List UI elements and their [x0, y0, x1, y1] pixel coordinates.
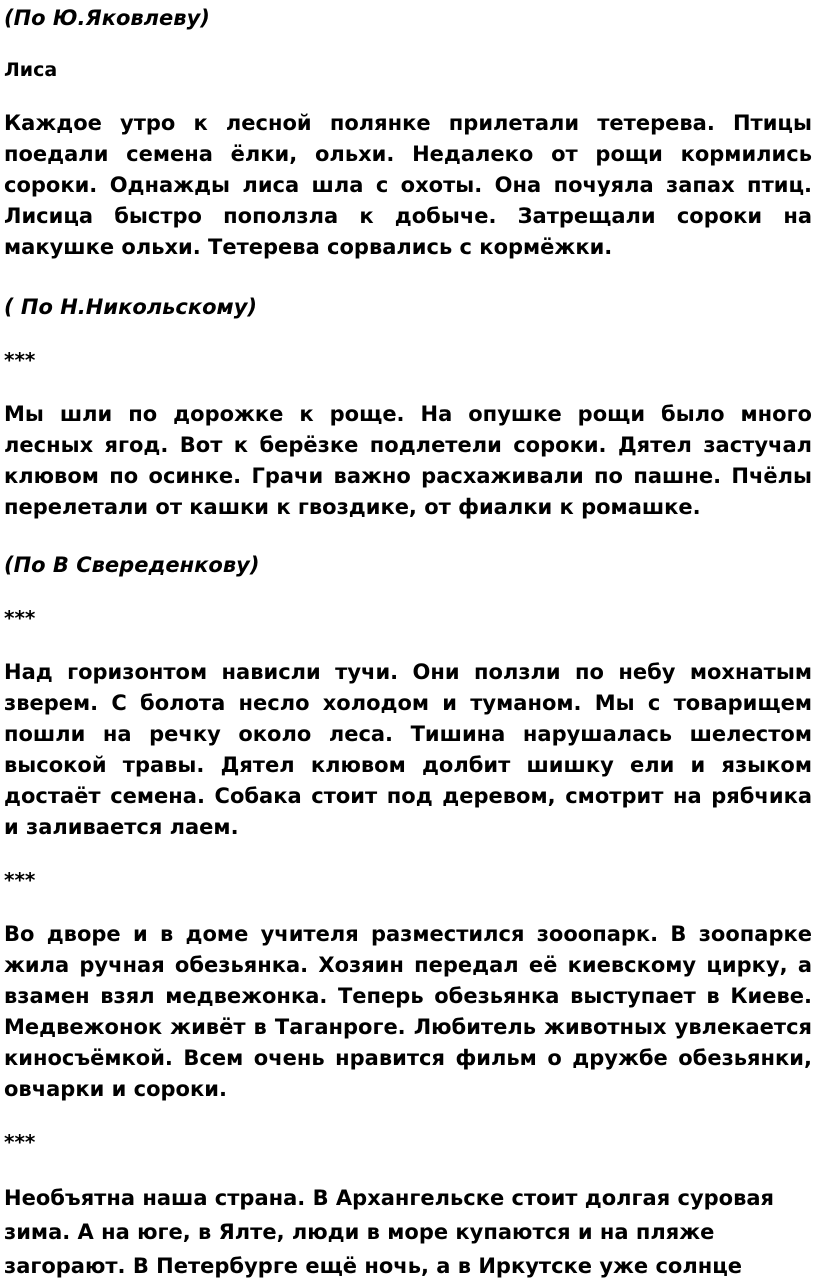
attribution-sveredenkov: (По В Свереденкову)	[4, 553, 260, 577]
attribution-nikolsky: ( По Н.Никольскому)	[4, 295, 257, 319]
section-separator: ***	[4, 348, 36, 372]
section-separator: ***	[4, 606, 36, 630]
paragraph-country: Необъятна наша страна. В Архангельске стоит долгая суровая зима. А на юге, в Ялте, люди в море купаются и на пляже загорают. В Петербурге ещё ночь, а в Иркутске уже солнце	[4, 1186, 775, 1278]
paragraph-clouds: Над горизонтом нависли тучи. Они ползли по небу мохнатым зверем. С болота несло холодом и туманом. Мы с товарищем пошли на речку около леса. Тишина нарушалась шелестом высокой травы. Дятел клювом долбит шишку ели и языком достаёт семена. Собака стоит под деревом, смотрит на рябчика и заливается лаем.	[4, 660, 812, 839]
attribution-yakovlev: (По Ю.Яковлеву)	[4, 6, 210, 30]
paragraph-zoo: Во дворе и в доме учителя разместился зооопарк. В зоопарке жила ручная обезьянка. Хозяин передал её киевскому цирку, а взамен взял медвежонка. Теперь обезьянка выступает в Киеве. Медвежонок живёт в Таганроге. Любитель животных увлекается киносъёмкой. Всем очень нравится фильм о дружбе обезьянки, овчарки и сороки.	[4, 922, 812, 1101]
paragraph-fox: Каждое утро к лесной полянке прилетали тетерева. Птицы поедали семена ёлки, ольхи. Недалеко от рощи кормились сороки. Однажды лиса шла с охоты. Она почуяла запах птиц. Лисица быстро поползла к добыче. Затрещали сороки на макушке ольхи. Тетерева сорвались с кормёжки.	[4, 111, 812, 259]
document-page	[4, 0, 812, 1283]
paragraph-grove: Мы шли по дорожке к роще. На опушке рощи было много лесных ягод. Вот к берёзке подлетели сороки. Дятел застучал клювом по осинке. Грачи важно расхаживали по пашне. Пчёлы перелетали от кашки к гвоздике, от фиалки к ромашке.	[4, 402, 812, 519]
section-separator: ***	[4, 868, 36, 892]
story-title: Лиса	[4, 59, 58, 81]
section-separator: ***	[4, 1130, 36, 1154]
